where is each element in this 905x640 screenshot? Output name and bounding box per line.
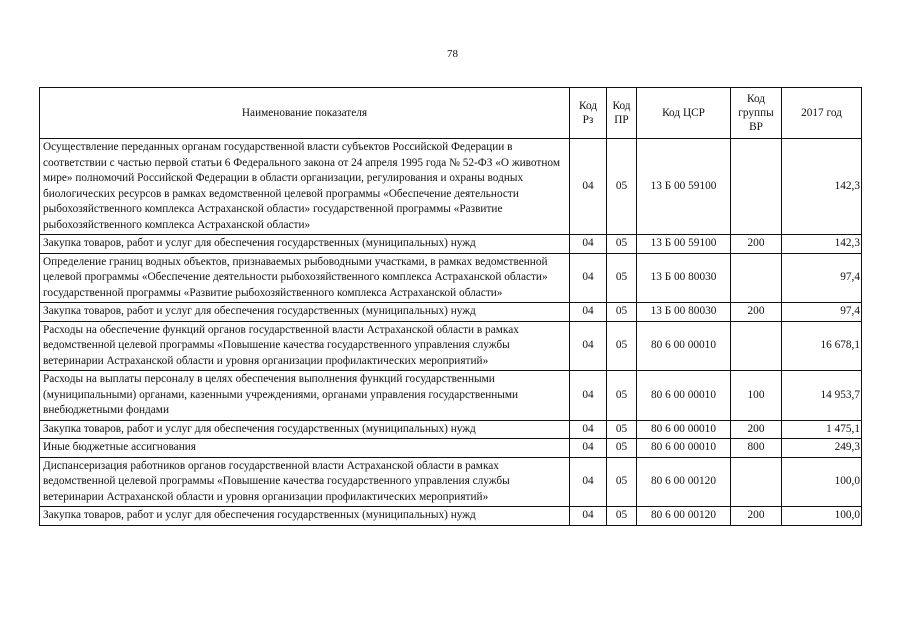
row-vr <box>731 321 782 371</box>
row-rz: 04 <box>570 507 607 526</box>
row-csr: 80 6 00 00010 <box>637 371 731 421</box>
table-row <box>40 457 862 507</box>
row-vr <box>731 139 782 235</box>
row-rz: 04 <box>570 253 607 303</box>
row-rz: 04 <box>570 139 607 235</box>
table-row <box>40 321 862 371</box>
table-row <box>40 303 862 322</box>
row-vr: 200 <box>731 235 782 254</box>
row-vr: 200 <box>731 303 782 322</box>
header-csr: Код ЦСР <box>637 88 731 139</box>
row-vr: 200 <box>731 420 782 439</box>
row-name: Закупка товаров, работ и услуг для обеспечения государственных (муниципальных) нужд <box>40 420 570 439</box>
table-row <box>40 371 862 421</box>
row-pr: 05 <box>607 139 637 235</box>
table-row <box>40 439 862 458</box>
row-pr: 05 <box>607 457 637 507</box>
row-rz: 04 <box>570 321 607 371</box>
budget-table <box>39 87 862 526</box>
row-name: Закупка товаров, работ и услуг для обеспечения государственных (муниципальных) нужд <box>40 303 570 322</box>
table-row <box>40 420 862 439</box>
row-value: 142,3 <box>782 235 862 254</box>
row-name: Иные бюджетные ассигнования <box>40 439 570 458</box>
row-pr: 05 <box>607 235 637 254</box>
row-name: Закупка товаров, работ и услуг для обеспечения государственных (муниципальных) нужд <box>40 235 570 254</box>
row-pr: 05 <box>607 303 637 322</box>
table-row <box>40 507 862 526</box>
row-value: 97,4 <box>782 303 862 322</box>
row-name: Расходы на обеспечение функций органов государственной власти Астраханской области в рамках ведомственной целевой программы «Повышение качества государственного управления службы ветеринарии Астраханской области и уровня организации профилактических мероприятий» <box>40 321 570 371</box>
row-value: 14 953,7 <box>782 371 862 421</box>
row-name: Определение границ водных объектов, признаваемых рыбоводными участками, в рамках ведомственной целевой программы «Обеспечение деятельности рыбохозяйственного комплекса Астраханской области» государственной программы «Развитие рыбохозяйственного комплекса Астраханской области» <box>40 253 570 303</box>
row-value: 100,0 <box>782 507 862 526</box>
header-year: 2017 год <box>782 88 862 139</box>
row-csr: 13 Б 00 59100 <box>637 139 731 235</box>
row-csr: 80 6 00 00010 <box>637 439 731 458</box>
row-vr <box>731 457 782 507</box>
row-csr: 80 6 00 00010 <box>637 420 731 439</box>
row-name: Закупка товаров, работ и услуг для обеспечения государственных (муниципальных) нужд <box>40 507 570 526</box>
row-pr: 05 <box>607 507 637 526</box>
table-row <box>40 139 862 235</box>
row-pr: 05 <box>607 253 637 303</box>
row-pr: 05 <box>607 420 637 439</box>
row-rz: 04 <box>570 303 607 322</box>
row-vr <box>731 253 782 303</box>
row-csr: 13 Б 00 80030 <box>637 253 731 303</box>
row-csr: 80 6 00 00120 <box>637 507 731 526</box>
row-csr: 13 Б 00 80030 <box>637 303 731 322</box>
row-rz: 04 <box>570 420 607 439</box>
row-pr: 05 <box>607 439 637 458</box>
row-rz: 04 <box>570 235 607 254</box>
row-rz: 04 <box>570 439 607 458</box>
row-name: Осуществление переданных органам государственной власти субъектов Российской Федерации в соответствии с частью первой статьи 6 Федерального закона от 24 апреля 1995 года № 52-ФЗ «О животном мире» полномочий Российской Федерации в области организации, регулирования и охраны водных биологических ресурсов в рамках ведомственной целевой программы «Обеспечение деятельности рыбохозяйственного комплекса Астраханской области» государственной программы «Развитие рыбохозяйственного комплекса Астраханской области» <box>40 139 570 235</box>
row-value: 97,4 <box>782 253 862 303</box>
header-vr: Код группы ВР <box>731 88 782 139</box>
row-pr: 05 <box>607 371 637 421</box>
page-number: 78 <box>447 48 458 60</box>
row-value: 142,3 <box>782 139 862 235</box>
header-pr: Код ПР <box>607 88 637 139</box>
row-csr: 80 6 00 00010 <box>637 321 731 371</box>
row-vr: 200 <box>731 507 782 526</box>
row-value: 249,3 <box>782 439 862 458</box>
row-rz: 04 <box>570 457 607 507</box>
row-csr: 13 Б 00 59100 <box>637 235 731 254</box>
row-vr: 800 <box>731 439 782 458</box>
table-row <box>40 235 862 254</box>
header-rz: Код Рз <box>570 88 607 139</box>
row-csr: 80 6 00 00120 <box>637 457 731 507</box>
row-value: 100,0 <box>782 457 862 507</box>
row-name: Диспансеризация работников органов государственной власти Астраханской области в рамках ведомственной целевой программы «Повышение качества государственного управления службы ветеринарии Астраханской области и уровня организации профилактических мероприятий» <box>40 457 570 507</box>
row-rz: 04 <box>570 371 607 421</box>
table-header-row <box>40 88 862 139</box>
row-value: 16 678,1 <box>782 321 862 371</box>
row-vr: 100 <box>731 371 782 421</box>
row-name: Расходы на выплаты персоналу в целях обеспечения выполнения функций государственными (муниципальными) органами, казенными учреждениями, органами управления государственными внебюджетными фондами <box>40 371 570 421</box>
row-pr: 05 <box>607 321 637 371</box>
row-value: 1 475,1 <box>782 420 862 439</box>
header-name: Наименование показателя <box>40 88 570 139</box>
table-row <box>40 253 862 303</box>
